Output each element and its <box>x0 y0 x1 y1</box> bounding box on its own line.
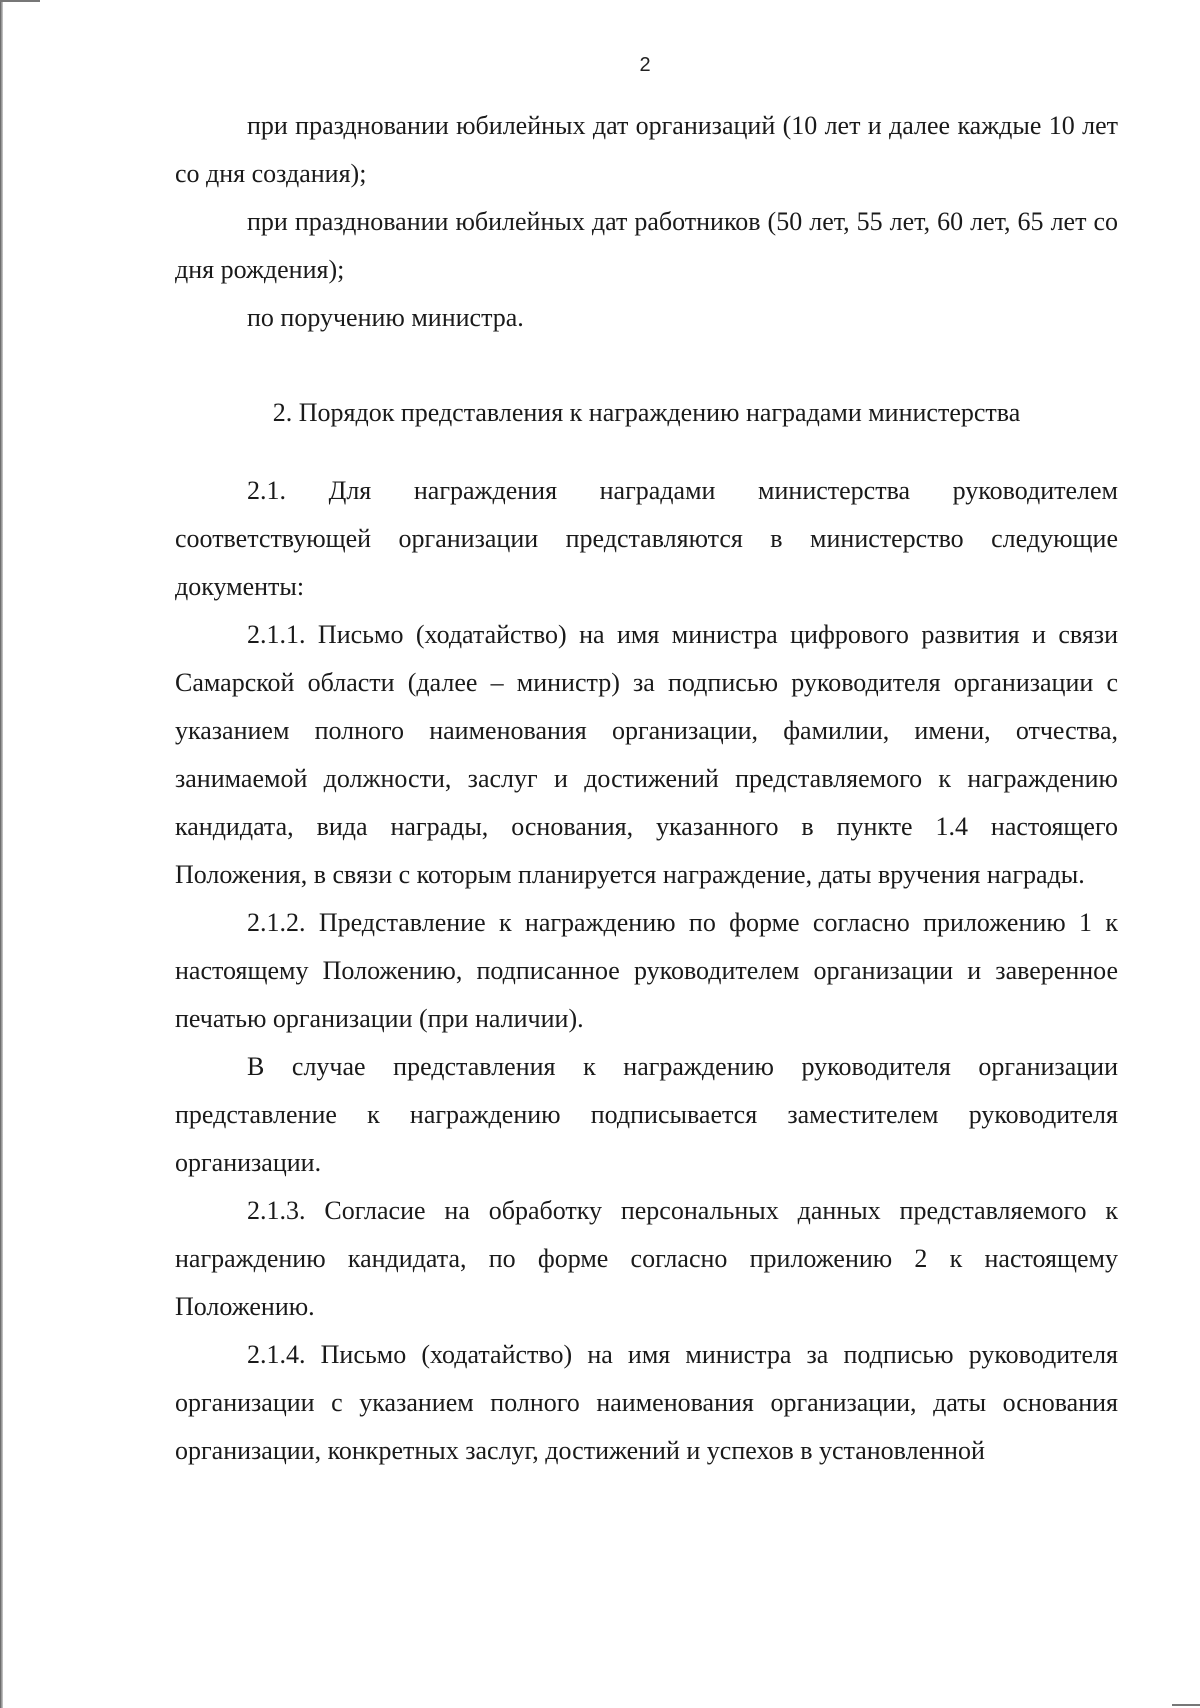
page-number: 2 <box>639 54 651 76</box>
paragraph-jubilee-employees: при праздновании юбилейных дат работников (50 лет, 55 лет, 60 лет, 65 лет со дня рождения); <box>175 207 1118 284</box>
paragraph-minister-order: по поручению министра. <box>247 303 524 332</box>
scan-top-mark <box>0 0 40 2</box>
paragraph-2-1-2: 2.1.2. Представление к награждению по форме согласно приложению 1 к настоящему Положению, подписанное руководителем организации и заверенное печатью организации (при наличии). <box>175 908 1118 1033</box>
paragraph-2-1-1: 2.1.1. Письмо (ходатайство) на имя министра цифрового развития и связи Самарской области (далее – министр) за подписью руководителя организации с указанием полного наименования организации, фамилии, имени, отчества, занимаемой должности, заслуг и достижений представляемого к награждению кандидата, вида награды, основания, указанного в пункте 1.4 настоящего Положения, в связи с которым планируется награждение, даты вручения награды. <box>175 620 1118 889</box>
paragraph-2-1: 2.1. Для награждения наградами министерства руководителем соответствующей организации представляются в министерство следующие документы: <box>175 476 1118 601</box>
paragraph-head-case: В случае представления к награждению руководителя организации представление к награждению подписывается заместителем руководителя организации. <box>175 1052 1118 1177</box>
paragraph-2-1-3: 2.1.3. Согласие на обработку персональных данных представляемого к награждению кандидата, по форме согласно приложению 2 к настоящему Положению. <box>175 1196 1118 1321</box>
paragraph-2-1-4: 2.1.4. Письмо (ходатайство) на имя министра за подписью руководителя организации с указанием полного наименования организации, даты основания организации, конкретных заслуг, достижений и успехов в установленной <box>175 1340 1118 1465</box>
scan-left-edge <box>0 0 3 1708</box>
scan-corner-mark <box>1172 1704 1200 1706</box>
paragraph-jubilee-organizations: при праздновании юбилейных дат организаций (10 лет и далее каждые 10 лет со дня создания); <box>175 111 1118 188</box>
document-body <box>175 102 1118 1475</box>
section-heading: 2. Порядок представления к награждению наградами министерства <box>272 398 1021 427</box>
